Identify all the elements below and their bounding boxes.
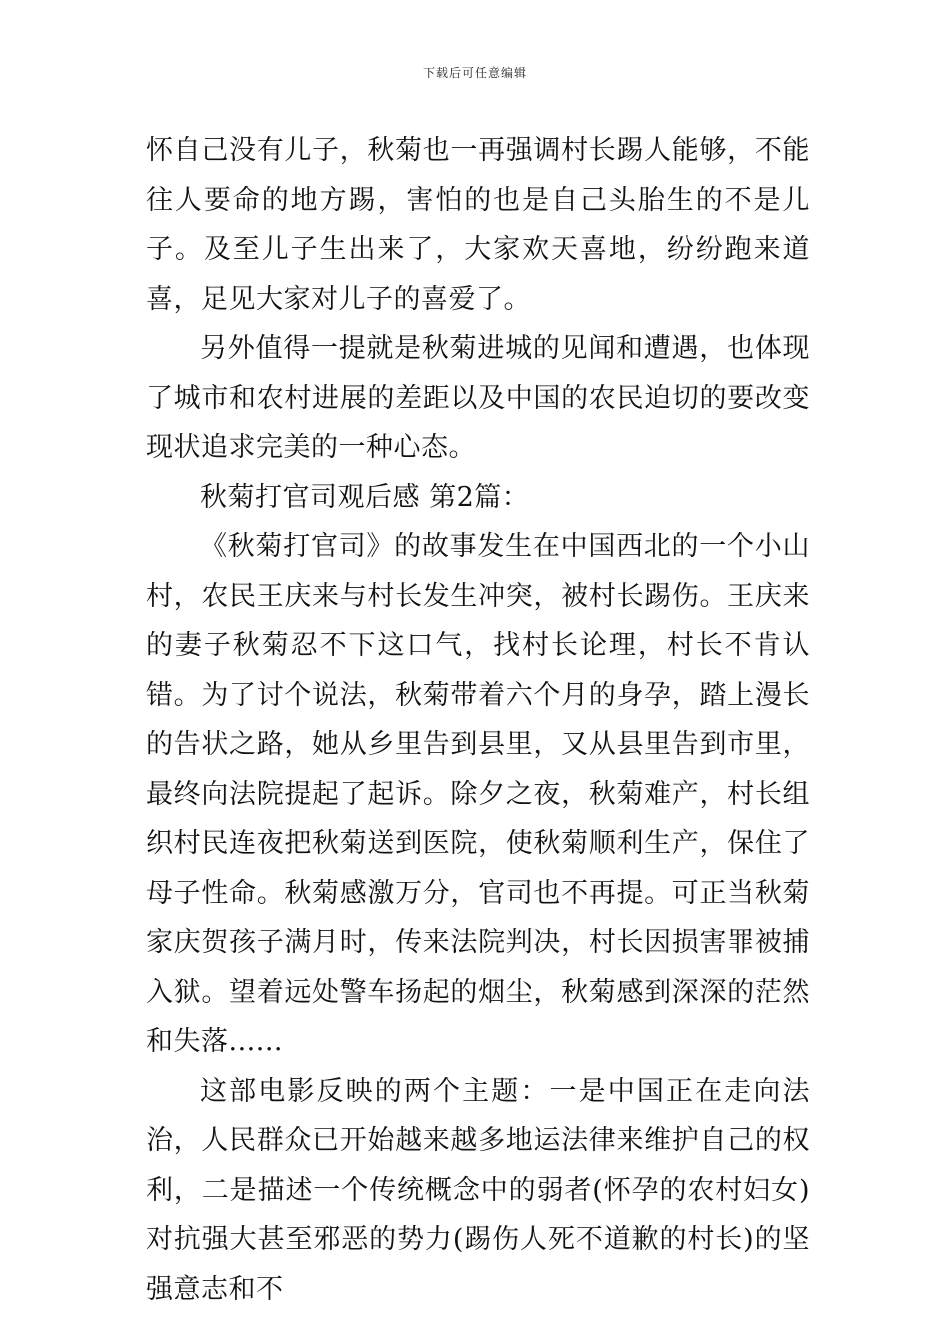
paragraph-2: 另外值得一提就是秋菊进城的见闻和遭遇，也体现了城市和农村进展的差距以及中国的农民迫切的要改变现状追求完美的一种心态。 [146,333,810,463]
paragraph-4: 这部电影反映的两个主题：一是中国正在走向法治，人民群众已开始越来越多地运法律来维护自己的权利，二是描述一个传统概念中的弱者(怀孕的农村妇女)对抗强大甚至邪恶的势力(踢伤人死不道歉的村长)的坚强意志和不 [146,1075,810,1305]
paragraph-1: 怀自己没有儿子，秋菊也一再强调村长踢人能够，不能往人要命的地方踢，害怕的也是自己头胎生的不是儿子。及至儿子生出来了，大家欢天喜地，纷纷跑来道喜，足见大家对儿子的喜爱了。 [146,135,810,315]
page-header: 下载后可任意编辑 [422,66,527,80]
section-heading: 秋菊打官司观后感 第2篇： [200,481,530,513]
paragraph-3: 《秋菊打官司》的故事发生在中国西北的一个小山村，农民王庆来与村长发生冲突，被村长踢伤。王庆来的妻子秋菊忍不下这口气，找村长论理，村长不肯认错。为了讨个说法，秋菊带着六个月的身孕，踏上漫长的告状之路，她从乡里告到县里，又从县里告到市里，最终向法院提起了起诉。除夕之夜，秋菊难产，村长组织村民连夜把秋菊送到医院，使秋菊顺利生产，保住了母子性命。秋菊感激万分，官司也不再提。可正当秋菊家庆贺孩子满月时，传来法院判决，村长因损害罪被捕入狱。望着远处警车扬起的烟尘，秋菊感到深深的茫然和失落...... [146,531,810,1057]
document-body [146,126,810,1314]
